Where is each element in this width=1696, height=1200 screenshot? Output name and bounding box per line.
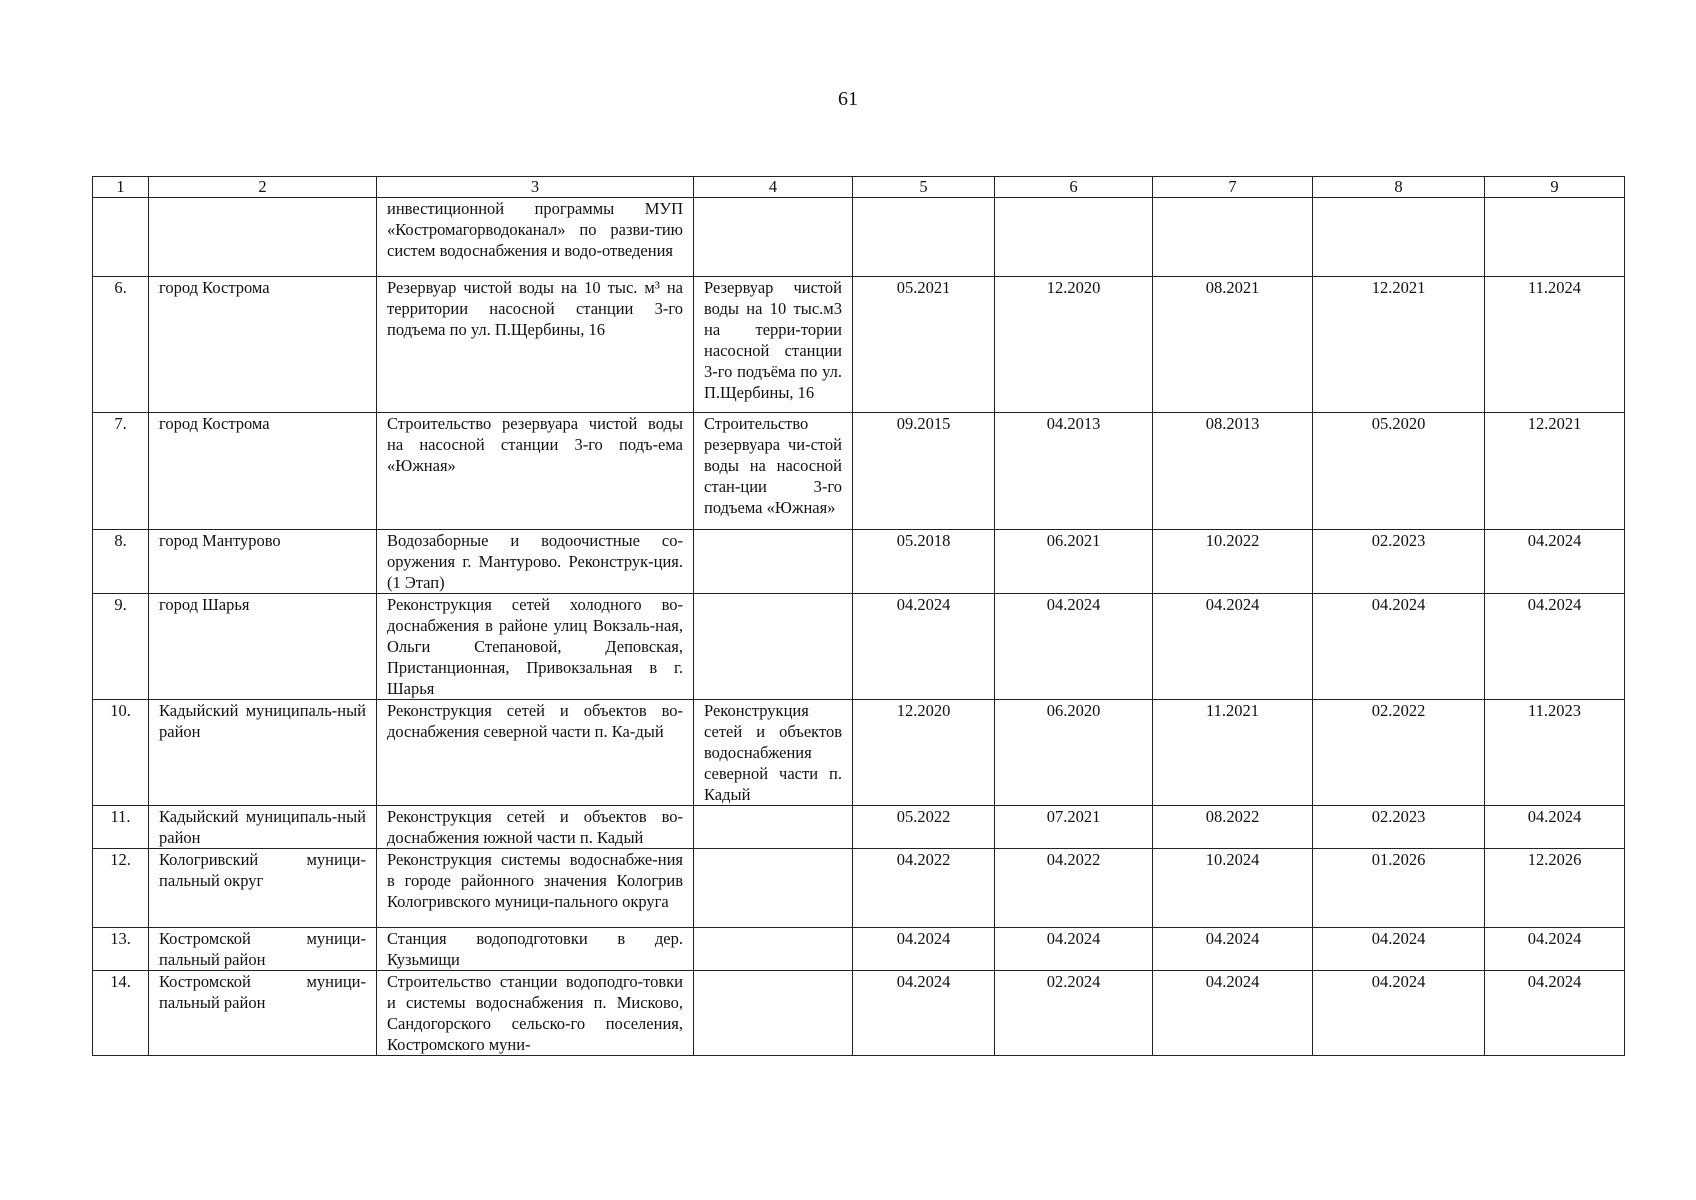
row-number: 12. bbox=[93, 849, 149, 928]
object-name-cell: Реконструкция сетей холодного во-доснабжения в районе улиц Вокзаль-ная, Ольги Степановой, Деповская, Пристанционная, Привокзальная в г. Шарья bbox=[377, 594, 694, 700]
municipality-cell: Костромской муници-пальный район bbox=[149, 928, 377, 971]
column-header: 4 bbox=[694, 177, 853, 198]
object-name-cell: Резервуар чистой воды на 10 тыс. м³ на территории насосной станции 3-го подъема по ул. П.Щербины, 16 bbox=[377, 277, 694, 413]
column-header: 6 bbox=[995, 177, 1153, 198]
date-cell-col5: 04.2024 bbox=[853, 971, 995, 1056]
municipality-cell: Кологривский муници-пальный округ bbox=[149, 849, 377, 928]
row-number bbox=[93, 198, 149, 277]
row-number: 8. bbox=[93, 530, 149, 594]
object-name-cell: Реконструкция сетей и объектов во-доснабжения южной части п. Кадый bbox=[377, 806, 694, 849]
investment-program-cell bbox=[694, 198, 853, 277]
date-cell-col7 bbox=[1153, 198, 1313, 277]
date-cell-col8: 02.2022 bbox=[1313, 700, 1485, 806]
table-row bbox=[93, 806, 1625, 849]
date-cell-col6: 04.2024 bbox=[995, 594, 1153, 700]
date-cell-col6: 12.2020 bbox=[995, 277, 1153, 413]
date-cell-col8: 12.2021 bbox=[1313, 277, 1485, 413]
municipality-cell bbox=[149, 198, 377, 277]
column-header: 2 bbox=[149, 177, 377, 198]
row-number: 14. bbox=[93, 971, 149, 1056]
investment-program-cell: Строительство резервуара чи-стой воды на насосной стан-ции 3-го подъема «Южная» bbox=[694, 413, 853, 530]
date-cell-col9: 04.2024 bbox=[1485, 971, 1625, 1056]
investment-program-cell bbox=[694, 971, 853, 1056]
date-cell-col7: 04.2024 bbox=[1153, 594, 1313, 700]
date-cell-col9: 11.2023 bbox=[1485, 700, 1625, 806]
investment-program-cell bbox=[694, 806, 853, 849]
page-number: 61 bbox=[838, 88, 858, 110]
investment-program-cell: Реконструкция сетей и объектов водоснабжения северной части п. Кадый bbox=[694, 700, 853, 806]
table-row bbox=[93, 594, 1625, 700]
row-number: 11. bbox=[93, 806, 149, 849]
table-row bbox=[93, 530, 1625, 594]
column-header: 7 bbox=[1153, 177, 1313, 198]
date-cell-col7: 11.2021 bbox=[1153, 700, 1313, 806]
date-cell-col9: 11.2024 bbox=[1485, 277, 1625, 413]
date-cell-col7: 10.2024 bbox=[1153, 849, 1313, 928]
column-header: 3 bbox=[377, 177, 694, 198]
date-cell-col9: 04.2024 bbox=[1485, 530, 1625, 594]
row-number: 9. bbox=[93, 594, 149, 700]
date-cell-col9: 04.2024 bbox=[1485, 928, 1625, 971]
table-row bbox=[93, 849, 1625, 928]
date-cell-col6 bbox=[995, 198, 1153, 277]
municipality-cell: город Кострома bbox=[149, 413, 377, 530]
table-row bbox=[93, 971, 1625, 1056]
investment-program-cell bbox=[694, 530, 853, 594]
row-number: 13. bbox=[93, 928, 149, 971]
object-name-cell: Строительство резервуара чистой воды на насосной станции 3-го подъ-ема «Южная» bbox=[377, 413, 694, 530]
row-number: 6. bbox=[93, 277, 149, 413]
municipality-cell: город Шарья bbox=[149, 594, 377, 700]
date-cell-col9: 12.2021 bbox=[1485, 413, 1625, 530]
date-cell-col6: 06.2020 bbox=[995, 700, 1153, 806]
object-name-cell: Реконструкция сетей и объектов во-доснабжения северной части п. Ка-дый bbox=[377, 700, 694, 806]
table-row bbox=[93, 700, 1625, 806]
municipality-cell: Кадыйский муниципаль-ный район bbox=[149, 806, 377, 849]
date-cell-col8: 04.2024 bbox=[1313, 928, 1485, 971]
table-row bbox=[93, 198, 1625, 277]
schedule-table bbox=[92, 176, 1625, 1056]
date-cell-col7: 04.2024 bbox=[1153, 971, 1313, 1056]
investment-program-cell bbox=[694, 594, 853, 700]
date-cell-col6: 02.2024 bbox=[995, 971, 1153, 1056]
object-name-cell: Станция водоподготовки в дер. Кузьмищи bbox=[377, 928, 694, 971]
object-name-cell: инвестиционной программы МУП «Костромагорводоканал» по разви-тию систем водоснабжения и водо-отведения bbox=[377, 198, 694, 277]
municipality-cell: город Кострома bbox=[149, 277, 377, 413]
date-cell-col5 bbox=[853, 198, 995, 277]
date-cell-col9: 04.2024 bbox=[1485, 806, 1625, 849]
object-name-cell: Реконструкция системы водоснабже-ния в городе районного значения Кологрив Кологривского муници-пального округа bbox=[377, 849, 694, 928]
date-cell-col5: 09.2015 bbox=[853, 413, 995, 530]
date-cell-col9 bbox=[1485, 198, 1625, 277]
date-cell-col9: 12.2026 bbox=[1485, 849, 1625, 928]
date-cell-col7: 04.2024 bbox=[1153, 928, 1313, 971]
column-header: 1 bbox=[93, 177, 149, 198]
date-cell-col7: 10.2022 bbox=[1153, 530, 1313, 594]
date-cell-col7: 08.2022 bbox=[1153, 806, 1313, 849]
table-row bbox=[93, 413, 1625, 530]
date-cell-col7: 08.2021 bbox=[1153, 277, 1313, 413]
date-cell-col6: 07.2021 bbox=[995, 806, 1153, 849]
date-cell-col8 bbox=[1313, 198, 1485, 277]
date-cell-col8: 05.2020 bbox=[1313, 413, 1485, 530]
date-cell-col8: 04.2024 bbox=[1313, 594, 1485, 700]
date-cell-col5: 12.2020 bbox=[853, 700, 995, 806]
date-cell-col5: 04.2024 bbox=[853, 594, 995, 700]
object-name-cell: Строительство станции водоподго-товки и системы водоснабжения п. Мисково, Сандогорского сельско-го поселения, Костромского муни- bbox=[377, 971, 694, 1056]
row-number: 10. bbox=[93, 700, 149, 806]
column-header: 9 bbox=[1485, 177, 1625, 198]
date-cell-col6: 04.2013 bbox=[995, 413, 1153, 530]
object-name-cell: Водозаборные и водоочистные со-оружения г. Мантурово. Реконструк-ция. (1 Этап) bbox=[377, 530, 694, 594]
date-cell-col5: 04.2022 bbox=[853, 849, 995, 928]
column-header: 8 bbox=[1313, 177, 1485, 198]
investment-program-cell: Резервуар чистой воды на 10 тыс.м3 на терри-тории насосной станции 3-го подъёма по ул. П.Щербины, 16 bbox=[694, 277, 853, 413]
date-cell-col5: 05.2018 bbox=[853, 530, 995, 594]
date-cell-col8: 02.2023 bbox=[1313, 530, 1485, 594]
date-cell-col8: 01.2026 bbox=[1313, 849, 1485, 928]
municipality-cell: Костромской муници-пальный район bbox=[149, 971, 377, 1056]
date-cell-col9: 04.2024 bbox=[1485, 594, 1625, 700]
municipality-cell: Кадыйский муниципаль-ный район bbox=[149, 700, 377, 806]
investment-program-cell bbox=[694, 849, 853, 928]
investment-program-cell bbox=[694, 928, 853, 971]
column-header: 5 bbox=[853, 177, 995, 198]
date-cell-col6: 04.2022 bbox=[995, 849, 1153, 928]
row-number: 7. bbox=[93, 413, 149, 530]
municipality-cell: город Мантурово bbox=[149, 530, 377, 594]
table-row bbox=[93, 277, 1625, 413]
date-cell-col7: 08.2013 bbox=[1153, 413, 1313, 530]
table-header-row bbox=[93, 177, 1625, 198]
date-cell-col6: 04.2024 bbox=[995, 928, 1153, 971]
date-cell-col5: 05.2022 bbox=[853, 806, 995, 849]
date-cell-col8: 02.2023 bbox=[1313, 806, 1485, 849]
table-row bbox=[93, 928, 1625, 971]
date-cell-col5: 04.2024 bbox=[853, 928, 995, 971]
date-cell-col5: 05.2021 bbox=[853, 277, 995, 413]
date-cell-col8: 04.2024 bbox=[1313, 971, 1485, 1056]
date-cell-col6: 06.2021 bbox=[995, 530, 1153, 594]
